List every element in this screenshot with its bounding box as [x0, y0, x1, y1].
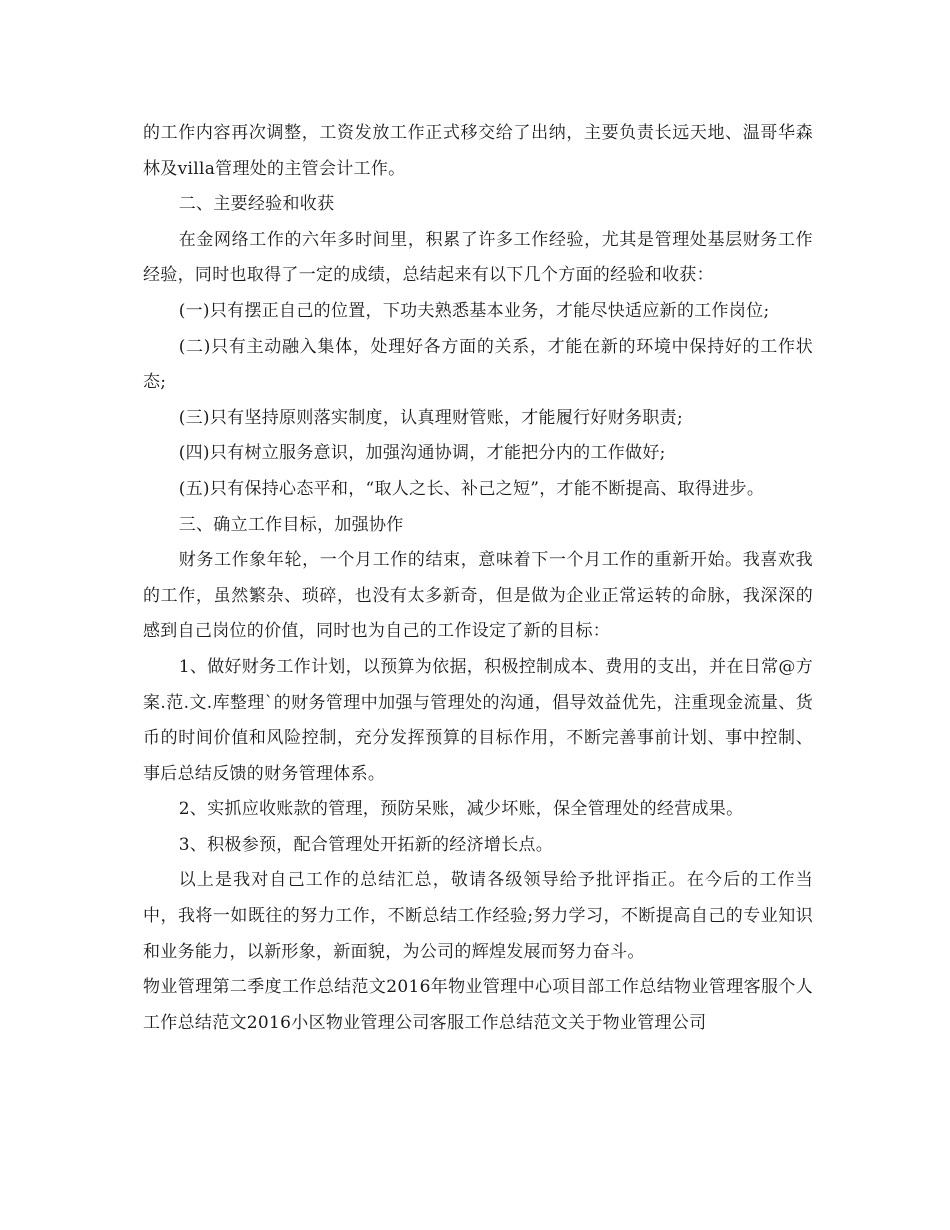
- paragraph-goal-3: 3、积极参预，配合管理处开拓新的经济增长点。: [178, 834, 554, 855]
- paragraph-conclusion: 以上是我对自己工作的总结汇总，敬请各级领导给予批评指正。在今后的工作当中，我将一如既往的努力工作，不断总结工作经验;努力学习，不断提高自己的专业知识和业务能力，以新形象，新面貌，为公司的辉煌发展而努力奋斗。: [143, 870, 813, 962]
- paragraph-item-5: (五)只有保持心态平和，“取人之长、补己之短”，才能不断提高、取得进步。: [178, 478, 765, 499]
- section-heading-goals: 三、确立工作目标，加强协作: [178, 514, 404, 535]
- section-heading-experience: 二、主要经验和收获: [178, 194, 335, 215]
- related-articles-text: 物业管理第二季度工作总结范文2016年物业管理中心项目部工作总结物业管理客服个人工作总结范文2016小区物业管理公司客服工作总结范文关于物业管理公司: [143, 977, 813, 1033]
- paragraph-goals-intro: 财务工作象年轮，一个月工作的结束，意味着下一个月工作的重新开始。我喜欢我的工作，虽然繁杂、琐碎，也没有太多新奇，但是做为企业正常运转的命脉，我深深的感到自己岗位的价值，同时也为自己的工作设定了新的目标：: [143, 550, 813, 642]
- paragraph-item-1: (一)只有摆正自己的位置，下功夫熟悉基本业务，才能尽快适应新的工作岗位;: [178, 300, 770, 321]
- paragraph-goal-2: 2、实抓应收账款的管理，预防呆账，减少坏账，保全管理处的经营成果。: [178, 799, 744, 820]
- paragraph-item-3: (三)只有坚持原则落实制度，认真理财管账，才能履行好财务职责;: [178, 407, 683, 428]
- paragraph-item-2: (二)只有主动融入集体，处理好各方面的关系，才能在新的环境中保持好的工作状态;: [143, 336, 813, 393]
- document-body: [143, 116, 813, 1041]
- paragraph-continuation: 的工作内容再次调整，工资发放工作正式移交给了出纳，主要负责长远天地、温哥华森林及villa管理处的主管会计工作。: [143, 123, 813, 179]
- paragraph-experience-intro: 在金网络工作的六年多时间里，积累了许多工作经验，尤其是管理处基层财务工作经验，同时也取得了一定的成绩，总结起来有以下几个方面的经验和收获：: [143, 229, 813, 286]
- paragraph-item-4: (四)只有树立服务意识，加强沟通协调，才能把分内的工作做好;: [178, 443, 666, 464]
- paragraph-goal-1: 1、做好财务工作计划，以预算为依据，积极控制成本、费用的支出，并在日常@方案.范.文.库整理`的财务管理中加强与管理处的沟通，倡导效益优先，注重现金流量、货币的时间价值和风险控制，充分发挥预算的目标作用，不断完善事前计划、事中控制、事后总结反馈的财务管理体系。: [143, 656, 813, 784]
